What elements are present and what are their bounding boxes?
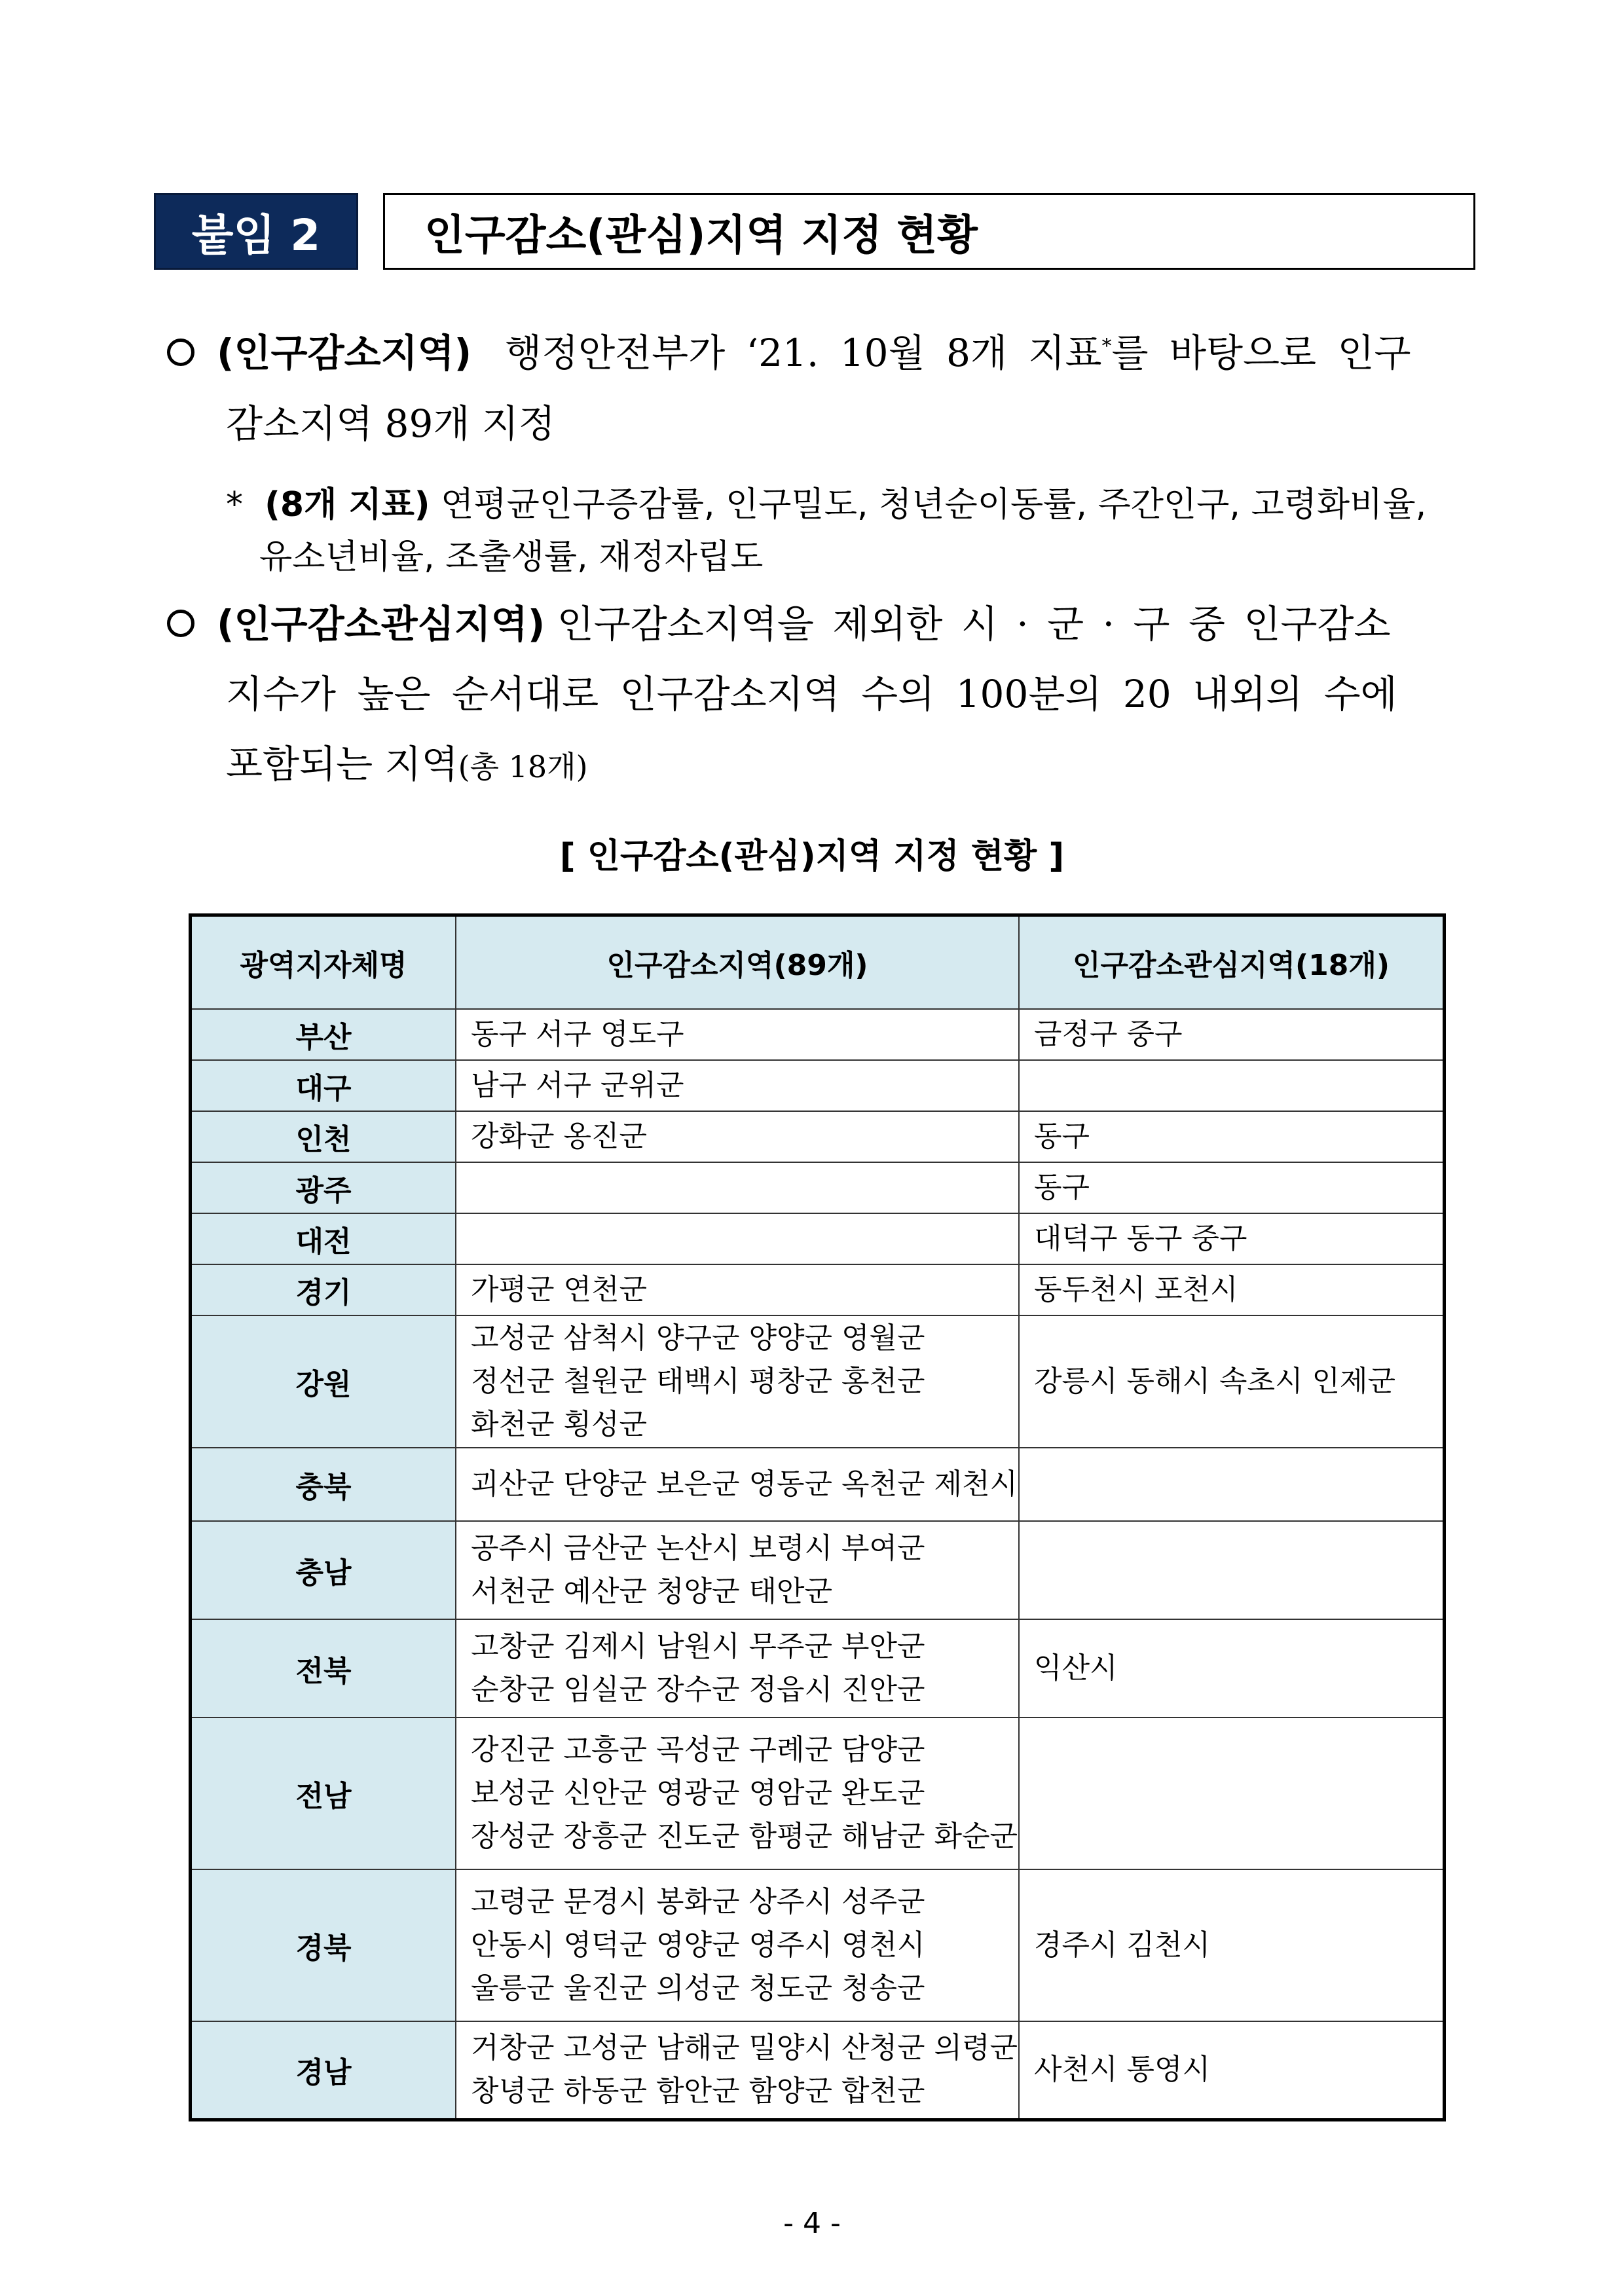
region-cell: 인천	[191, 1111, 456, 1162]
interest-areas-cell	[1019, 1717, 1444, 1869]
area-list-line: 고창군 김제시 남원시 무주군 부안군	[471, 1630, 925, 1663]
table-row	[191, 1619, 1445, 1717]
interest-areas-cell	[1019, 1162, 1444, 1213]
table-row	[191, 1213, 1445, 1264]
area-list-line: 동구	[1034, 1171, 1090, 1204]
area-list-line: 울릉군 울진군 의성군 청도군 청송군	[471, 1972, 925, 2005]
area-list-line: 동구 서구 영도구	[471, 1018, 684, 1051]
table-row	[191, 1448, 1445, 1521]
area-list-line: 서천군 예산군 청양군 태안군	[471, 1575, 833, 1608]
bullet-2-line-3: 포함되는 지역(총 18개)	[226, 742, 588, 786]
interest-areas-cell	[1019, 1315, 1444, 1448]
hollow-circle-bullet-icon	[167, 339, 194, 366]
decline-areas-cell	[456, 1060, 1019, 1111]
designation-table	[189, 913, 1446, 2121]
area-list-line: 고령군 문경시 봉화군 상주시 성주군	[471, 1885, 925, 1919]
interest-areas-cell	[1019, 1448, 1444, 1521]
bullet-2-label: (인구감소관심지역)	[217, 602, 545, 646]
decline-areas-cell	[456, 1162, 1019, 1213]
region-cell: 충북	[191, 1448, 456, 1521]
column-header-region: 광역지자체명	[191, 915, 456, 1010]
area-list-line: 강화군 옹진군	[471, 1120, 648, 1153]
area-list-line: 화천군 횡성군	[471, 1408, 648, 1441]
table-row	[191, 1111, 1445, 1162]
interest-areas-cell	[1019, 1213, 1444, 1264]
interest-areas-cell	[1019, 1060, 1444, 1111]
area-list-line: 동구	[1034, 1120, 1090, 1153]
area-list-line: 괴산군 단양군 보은군 영동군 옥천군 제천시	[471, 1467, 1018, 1501]
area-list-line: 안동시 영덕군 영양군 영주시 영천시	[471, 1928, 925, 1962]
region-cell: 부산	[191, 1009, 456, 1060]
bullet-1-text: 행정안전부가 ‘21. 10월 8개 지표*를 바탕으로 인구	[505, 331, 1411, 375]
bullet-2-line-1: (인구감소관심지역) 인구감소지역을 제외한 시 · 군 · 구 중 인구감소	[167, 593, 1391, 648]
area-list-line: 금정구 중구	[1034, 1018, 1183, 1051]
bullet-1-line-2: 감소지역 89개 지정	[226, 401, 555, 446]
bullet-1-label: (인구감소지역)	[217, 331, 472, 375]
area-list-line: 보성군 신안군 영광군 영암군 완도군	[471, 1776, 925, 1810]
region-cell: 전북	[191, 1619, 456, 1717]
table-row	[191, 1162, 1445, 1213]
page-number: - 4 -	[783, 2207, 841, 2240]
decline-areas-cell	[456, 2021, 1019, 2120]
interest-areas-cell	[1019, 1521, 1444, 1619]
table-row	[191, 1869, 1445, 2021]
decline-areas-cell	[456, 1264, 1019, 1315]
table-row	[191, 1060, 1445, 1111]
region-cell: 충남	[191, 1521, 456, 1619]
attachment-badge: 붙임 2	[154, 193, 358, 270]
interest-areas-cell	[1019, 1619, 1444, 1717]
region-cell: 경북	[191, 1869, 456, 2021]
area-list-line: 순창군 임실군 장수군 정읍시 진안군	[471, 1673, 925, 1706]
area-list-line: 동두천시 포천시	[1034, 1273, 1238, 1306]
hollow-circle-bullet-icon	[167, 610, 194, 637]
area-list-line: 익산시	[1034, 1651, 1118, 1685]
indicator-note-line-2: 유소년비율, 조출생률, 재정자립도	[259, 538, 764, 577]
interest-areas-cell	[1019, 1869, 1444, 2021]
decline-areas-cell	[456, 1619, 1019, 1717]
area-list-line: 경주시 김천시	[1034, 1928, 1211, 1962]
column-header-interest-areas: 인구감소관심지역(18개)	[1019, 915, 1444, 1010]
bullet-1-line-1	[167, 322, 1475, 377]
region-cell: 대전	[191, 1213, 456, 1264]
table-row	[191, 1717, 1445, 1869]
region-cell: 경기	[191, 1264, 456, 1315]
area-list-line: 거창군 고성군 남해군 밀양시 산청군 의령군	[471, 2031, 1018, 2065]
region-cell: 대구	[191, 1060, 456, 1111]
indicator-note-line-1: * (8개 지표) 연평균인구증감률, 인구밀도, 청년순이동률, 주간인구, 고령화비율,	[226, 485, 1427, 524]
table-row	[191, 1521, 1445, 1619]
region-cell: 경남	[191, 2021, 456, 2120]
table-row	[191, 1264, 1445, 1315]
area-list-line: 고성군 삼척시 양구군 양양군 영월군	[471, 1321, 925, 1355]
decline-areas-cell	[456, 1717, 1019, 1869]
region-cell: 광주	[191, 1162, 456, 1213]
page-title: 인구감소(관심)지역 지정 현황	[383, 193, 1475, 270]
decline-areas-cell	[456, 1448, 1019, 1521]
area-list-line: 공주시 금산군 논산시 보령시 부여군	[471, 1532, 925, 1565]
decline-areas-cell	[456, 1213, 1019, 1264]
region-cell: 전남	[191, 1717, 456, 1869]
decline-areas-cell	[456, 1521, 1019, 1619]
interest-areas-cell	[1019, 1264, 1444, 1315]
interest-areas-cell	[1019, 1111, 1444, 1162]
decline-areas-cell	[456, 1315, 1019, 1448]
table-caption: [ 인구감소(관심)지역 지정 현황 ]	[559, 837, 1065, 876]
table-row	[191, 1315, 1445, 1448]
area-list-line: 가평군 연천군	[471, 1273, 648, 1306]
interest-areas-cell	[1019, 2021, 1444, 2120]
area-list-line: 정선군 철원군 태백시 평창군 홍천군	[471, 1365, 925, 1398]
area-list-line: 대덕구 동구 중구	[1034, 1222, 1247, 1255]
decline-areas-cell	[456, 1009, 1019, 1060]
area-list-line: 장성군 장흥군 진도군 함평군 해남군 화순군	[471, 1820, 1018, 1853]
bullet-2-line-2: 지수가 높은 순서대로 인구감소지역 수의 100분의 20 내외의 수에	[226, 672, 1397, 716]
table-row	[191, 1009, 1445, 1060]
region-cell: 강원	[191, 1315, 456, 1448]
area-list-line: 남구 서구 군위군	[471, 1069, 684, 1102]
table-header-row	[191, 915, 1445, 1010]
column-header-decline-areas: 인구감소지역(89개)	[456, 915, 1019, 1010]
table-row	[191, 2021, 1445, 2120]
area-list-line: 사천시 통영시	[1034, 2053, 1211, 2087]
area-list-line: 강진군 고흥군 곡성군 구례군 담양군	[471, 1733, 925, 1767]
interest-areas-cell	[1019, 1009, 1444, 1060]
decline-areas-cell	[456, 1111, 1019, 1162]
area-list-line: 창녕군 하동군 함안군 함양군 합천군	[471, 2074, 925, 2108]
area-list-line: 강릉시 동해시 속초시 인제군	[1034, 1365, 1396, 1398]
decline-areas-cell	[456, 1869, 1019, 2021]
